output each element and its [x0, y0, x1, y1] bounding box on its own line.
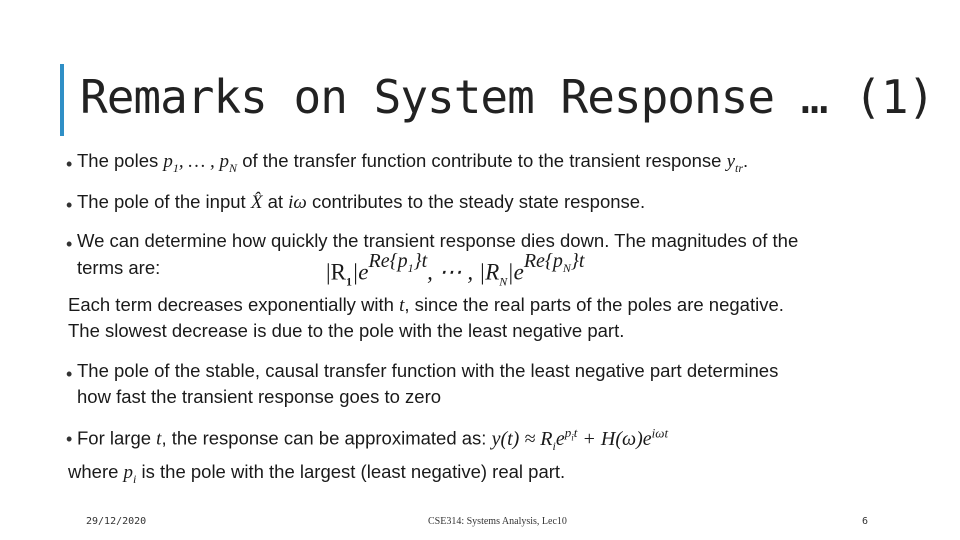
paragraph-exponential-decay: Each term decreases exponentially with t, since the real parts of the poles are negative.: [68, 294, 784, 316]
footer-date: 29/12/2020: [86, 516, 147, 527]
bullet-input-pole: The pole of the input X̂ at iω contributes to the steady state response.: [77, 191, 646, 213]
bullet-marker: •: [66, 429, 73, 449]
bullet-magnitudes-line2: terms are:: [77, 257, 161, 278]
title-accent-bar: [60, 64, 64, 136]
paragraph-slowest-decrease: The slowest decrease is due to the pole with the least negative part.: [68, 320, 625, 341]
paragraph-dominant-pole: where $p_i$ is the pole with the largest (least negative) real part.: [68, 461, 566, 486]
bullet-marker: •: [66, 234, 73, 254]
footer-course: CSE314: Systems Analysis, Lec10: [428, 516, 567, 527]
slide-title: Remarks on System Response … (1): [80, 70, 935, 124]
bullet-magnitudes-line1: We can determine how quickly the transient response dies down. The magnitudes of the: [77, 230, 799, 251]
bullet-marker: •: [66, 364, 73, 384]
footer-page-number: 6: [862, 516, 869, 527]
bullet-poles: The poles $p_1$, … , $p_N$ of the transfer function contribute to the transient response $y_{tr}$.: [77, 150, 749, 175]
bullet-marker: •: [66, 195, 73, 215]
bullet-least-negative-line2: how fast the transient response goes to zero: [77, 386, 442, 407]
magnitudes-formula: $|R_1|e^{Re\{p_1\}t}$, ⋯ , $|R_N|e^{Re\{p_N\}t}$: [326, 250, 585, 289]
bullet-approximation: For large t, the response can be approximated as: $y(t) \approx R_ie^{p_it} + H(\omega)e^{i\omega t}$: [77, 425, 669, 453]
bullet-marker: •: [66, 154, 73, 174]
bullet-least-negative-line1: The pole of the stable, causal transfer function with the least negative part determines: [77, 360, 779, 381]
